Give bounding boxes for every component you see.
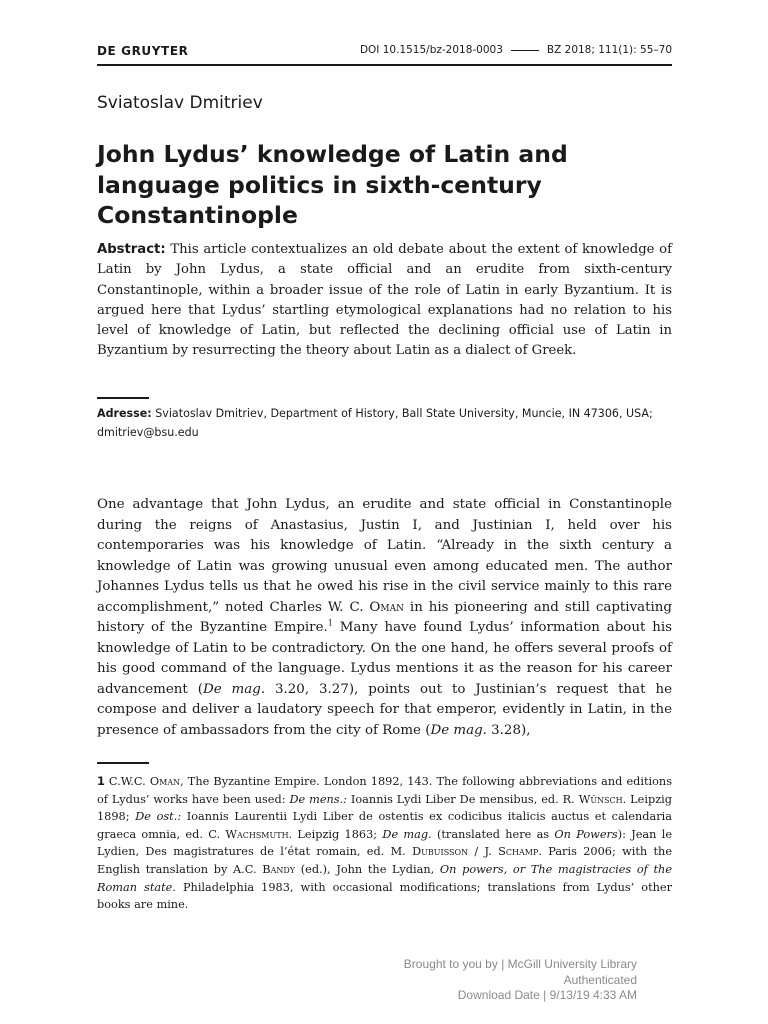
abbreviation: De mag.	[382, 827, 432, 841]
journal-citation: BZ 2018; 111(1): 55–70	[546, 44, 672, 56]
footnote-text: . Leipzig 1898;	[97, 792, 672, 824]
title-line: John Lydus’ knowledge of Latin and	[97, 140, 568, 168]
body-text: Many have found Lydus’ information about his knowledge of Latin to be contradictory. On the one hand, he offers several proofs of his good command of the language. Lydus mentions it as the reason for his career advancement (	[97, 620, 672, 697]
author-reference-oman: Oman	[369, 599, 404, 615]
footnote	[97, 773, 672, 914]
author-reference: Oman	[149, 775, 181, 788]
footnote-text: . Paris 2006; with the English translation by A.C.	[97, 845, 672, 876]
abbreviation: De ost.:	[135, 810, 182, 824]
body-text: . 3.28),	[482, 722, 531, 738]
footnote-text: . Philadelphia 1983, with occasional modifications; translations from Lydus’ other books are mine.	[97, 880, 672, 912]
author-reference: Dubuisson	[412, 845, 469, 859]
footnote-text: ): Jean le Lydien, Des magistratures de l’état romain, ed. M.	[97, 827, 673, 859]
footnote-number: 1	[97, 775, 105, 788]
address-label: Adresse:	[97, 407, 152, 420]
header-dash	[511, 50, 539, 51]
footnote-text: , The Byzantine Empire. London 1892, 143. The following abbreviations and editions of Lydus’ works have been used:	[97, 775, 672, 806]
watermark-line: Authenticated	[563, 972, 637, 987]
download-watermark	[404, 957, 637, 1004]
header-rule	[97, 64, 672, 66]
work-reference: De mag	[202, 681, 261, 697]
address-author-name: Sviatoslav Dmitriev	[155, 407, 264, 420]
watermark-line: Download Date | 9/13/19 4:33 AM	[457, 988, 637, 1003]
author-reference: Wünsch	[578, 792, 623, 806]
footnote-text: C.W.C.	[108, 775, 150, 788]
footnote-text: Ioannis Laurentii Lydi Liber de ostentis ex codicibus italicis auctus et calendaria graeca omnia, ed. C.	[97, 810, 672, 841]
author-name: Sviatoslav Dmitriev	[97, 93, 263, 113]
address-details: , Department of History, Ball State University, Muncie, IN 47306, USA; dmitriev@bsu.edu	[97, 407, 653, 439]
abbreviation: De mens.:	[289, 792, 347, 806]
title-line: language politics in sixth-century	[97, 170, 542, 199]
doi-text: DOI 10.1515/bz-2018-0003	[359, 44, 503, 56]
address-rule	[97, 397, 149, 399]
article-title	[97, 139, 672, 231]
title-line: Constantinople	[97, 201, 298, 229]
footnote-text: / J.	[468, 845, 499, 859]
footnote-text: (ed.), John the Lydian,	[295, 862, 440, 876]
body-text: . 3.20, 3.27), points out to Justinian’s request that he compose and deliver a laudatory speech for that emperor, evidently in Latin, in the presence of ambassadors from the city of Rome (	[97, 681, 672, 738]
abstract	[97, 240, 672, 362]
header-citation	[360, 44, 672, 56]
footnote-rule	[97, 762, 149, 764]
abstract-text: This article contextualizes an old debate about the extent of knowledge of Latin by John Lydus, a state official and an erudite from sixth-century Constantinople, within a broader issue of the role of Latin in early Byzantium. It is argued here that Lydus’ startling etymological explanations had no relation to his level of knowledge of Latin, but reflected the declining official use of Latin in Byzantium by resurrecting the theory about Latin as a dialect of Greek.	[97, 242, 672, 359]
body-paragraph	[97, 495, 672, 741]
author-address	[97, 405, 672, 442]
abstract-label: Abstract:	[97, 242, 166, 257]
footnote-text: . Leipzig 1863;	[288, 827, 383, 841]
body-text: in his pioneering and still captivating history of the Byzantine Empire.	[97, 599, 672, 635]
footnote-text: Ioannis Lydi Liber De mensibus, ed. R.	[346, 792, 579, 806]
footnote-text: (translated here as	[431, 827, 555, 841]
body-text: One advantage that John Lydus, an erudite and state official in Constantinople during the reigns of Anastasius, Justin I, and Justinian I, held over his contemporaries was his knowledge of Latin. “Already in the sixth century a knowledge of Latin was growing unusual even among educated men. The author Johannes Lydus tells us that he owed his rise in the civil service mainly to this rare accomplishment,” noted Charles W. C.	[97, 497, 672, 615]
author-reference: Schamp	[498, 845, 539, 859]
watermark-line: Brought to you by | McGill University Library	[403, 957, 637, 971]
work-title: On Powers	[554, 827, 618, 841]
running-header	[97, 44, 672, 64]
publisher-name: DE GRUYTER	[97, 44, 189, 58]
author-reference: Wachsmuth	[225, 827, 289, 841]
footnote-reference[interactable]: 1	[327, 618, 333, 628]
work-reference: De mag	[430, 722, 483, 738]
author-reference: Bandy	[262, 862, 296, 876]
work-title: On powers, or The magistracies of the Roman state	[97, 862, 673, 894]
